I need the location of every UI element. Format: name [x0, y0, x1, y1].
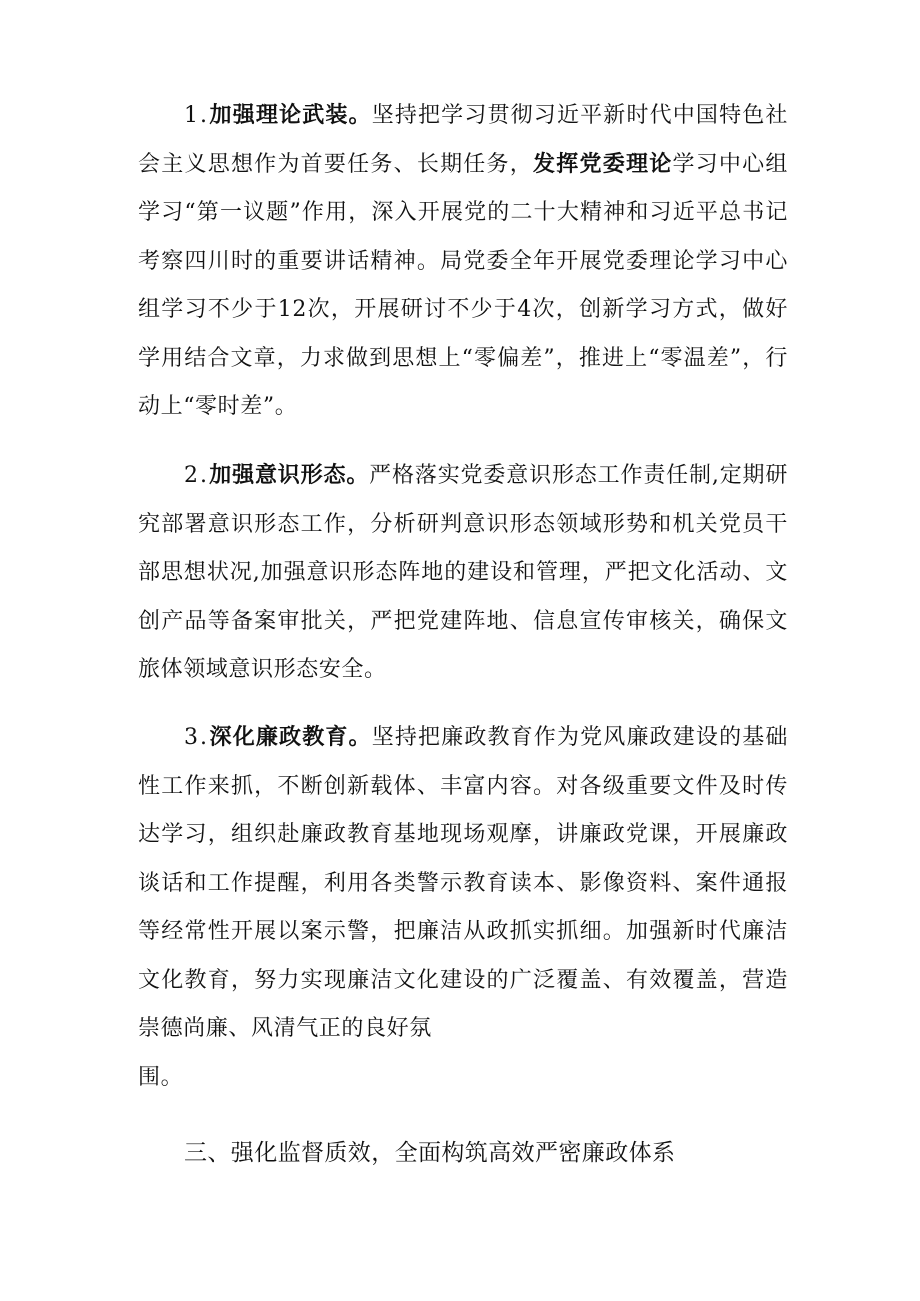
paragraph-text-continued: 学习中心组学习“第一议题”作用，深入开展党的二十大精神和习近平总书记考察四川时的重要讲话精神。局党委全年开展党委理论学习中心组学习不少于12次，开展研讨不少于4次，创新学习方式，做好学用结合文章，力求做到思想上“零偏差”，推进上“零温差”，行动上“零时差”。 — [138, 151, 788, 419]
paragraph-3-tail: 围。 — [138, 1065, 184, 1090]
item-number: 1. — [184, 103, 209, 128]
item-number: 2. — [184, 463, 209, 488]
paragraph-text: 坚持把学习贯彻习近平新时代中国特色社会主义思想作为首要任务、长期任务， — [138, 103, 788, 177]
bold-inline-text: 发挥党委理论 — [533, 151, 673, 177]
paragraph-text: 严格落实党委意识形态工作责任制,定期研究部署意识形态工作，分析研判意识形态领域形势和机关党员干部思想状况,加强意识形态阵地的建设和管理，严把文化活动、文创产品等备案审批关，严把党建阵地、信息宣传审核关，确保文旅体领域意识形态安全。 — [138, 463, 788, 682]
paragraph-1 — [138, 92, 788, 432]
item-number: 3. — [184, 725, 209, 750]
paragraph-text: 坚持把廉政教育作为党风廉政建设的基础性工作来抓，不断创新载体、丰富内容。对各级重要文件及时传达学习，组织赴廉政教育基地现场观摩，讲廉政党课，开展廉政谈话和工作提醒，利用各类警示教育读本、影像资料、案件通报等经常性开展以案示警，把廉洁从政抓实抓细。加强新时代廉洁文化教育，努力实现廉洁文化建设的广泛覆盖、有效覆盖，营造崇德尚廉、风清气正的良好氛 — [138, 725, 788, 1041]
paragraph-lead: 加强意识形态。 — [209, 463, 370, 488]
paragraph-2 — [138, 452, 788, 695]
paragraph-3 — [138, 714, 788, 1054]
paragraph-lead: 深化廉政教育。 — [209, 725, 372, 750]
section-heading: 三、强化监督质效，全面构筑高效严密廉政体系 — [184, 1140, 676, 1166]
paragraph-lead: 加强理论武装。 — [209, 103, 372, 128]
